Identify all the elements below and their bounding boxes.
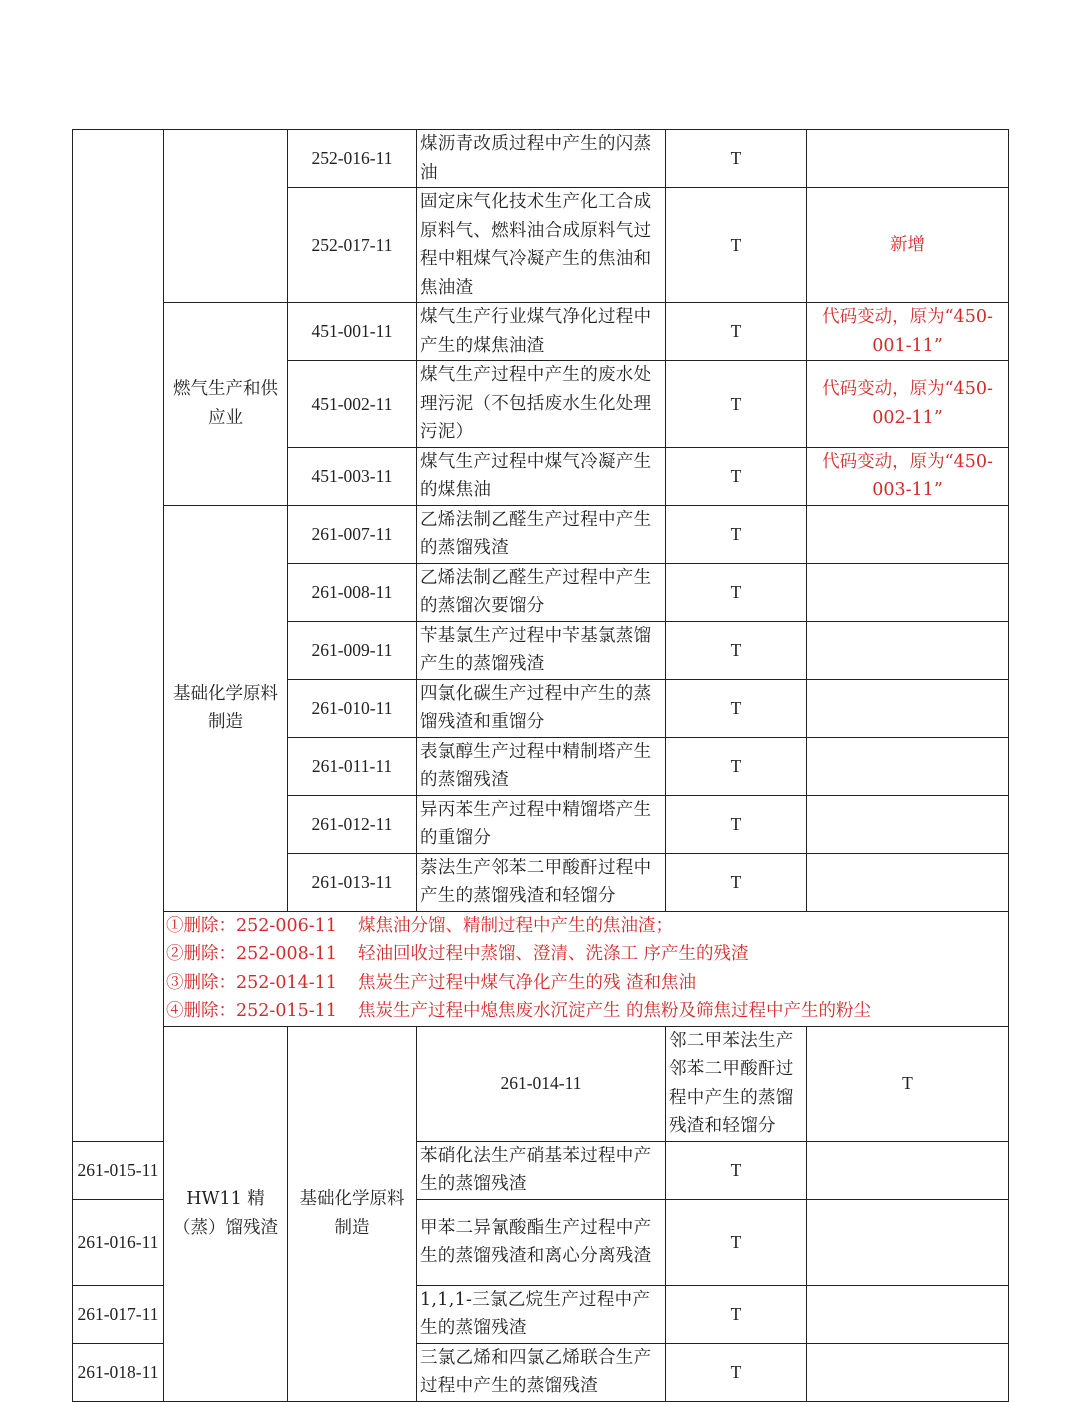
category-cell: [73, 130, 164, 1142]
industry-cell: [164, 130, 288, 303]
waste-code: 261-016-11: [73, 1199, 164, 1285]
waste-code: 451-001-11: [288, 303, 417, 361]
hazard-characteristic: T: [666, 1343, 807, 1401]
waste-description: 表氯醇生产过程中精制塔产生的蒸馏残渣: [417, 737, 666, 795]
table-row: [73, 1026, 1009, 1141]
waste-description: 三氯乙烯和四氯乙烯联合生产过程中产生的蒸馏残渣: [417, 1343, 666, 1401]
category-cell: HW11 精（蒸）馏残渣: [164, 1026, 288, 1401]
deletion-note: [164, 997, 1008, 1026]
hazard-characteristic: T: [666, 1199, 807, 1285]
remark: 代码变动，原为“450-001-11”: [807, 303, 1009, 361]
waste-code: 451-002-11: [288, 361, 417, 448]
waste-code: 261-015-11: [73, 1141, 164, 1199]
deletion-label: ③删除：252-014-11: [166, 972, 337, 993]
deletion-text: 焦炭生产过程中煤气净化产生的残 渣和焦油: [358, 972, 697, 993]
remark: [807, 1141, 1009, 1199]
waste-description: 煤气生产过程中产生的废水处理污泥（不包括废水生化处理污泥）: [417, 361, 666, 448]
remark: [807, 563, 1009, 621]
hazard-characteristic: T: [807, 1026, 1009, 1141]
deletion-note: [164, 940, 1008, 969]
deletion-notes-row: [73, 911, 1009, 1026]
waste-description: 四氯化碳生产过程中产生的蒸馏残渣和重馏分: [417, 679, 666, 737]
remark: [807, 679, 1009, 737]
remark: [807, 130, 1009, 188]
waste-description: 邻二甲苯法生产邻苯二甲酸酐过程中产生的蒸馏残渣和轻馏分: [666, 1026, 807, 1141]
waste-description: 乙烯法制乙醛生产过程中产生的蒸馏次要馏分: [417, 563, 666, 621]
waste-code: 261-011-11: [288, 737, 417, 795]
hazard-characteristic: T: [666, 621, 807, 679]
waste-code: 261-009-11: [288, 621, 417, 679]
hazard-characteristic: T: [666, 679, 807, 737]
waste-description: 1,1,1-三氯乙烷生产过程中产生的蒸馏残渣: [417, 1285, 666, 1343]
deletion-label: ②删除：252-008-11: [166, 944, 337, 964]
hazard-characteristic: T: [666, 853, 807, 911]
hazard-characteristic: T: [666, 130, 807, 188]
deletion-notes: [164, 911, 1009, 1026]
remark: [807, 505, 1009, 563]
table-row: [73, 505, 1009, 563]
waste-code: 261-013-11: [288, 853, 417, 911]
waste-description: 苄基氯生产过程中苄基氯蒸馏产生的蒸馏残渣: [417, 621, 666, 679]
waste-code: 451-003-11: [288, 447, 417, 505]
hazard-characteristic: T: [666, 303, 807, 361]
remark: 代码变动，原为“450-002-11”: [807, 361, 1009, 448]
hazard-characteristic: T: [666, 795, 807, 853]
waste-description: 异丙苯生产过程中精馏塔产生的重馏分: [417, 795, 666, 853]
table-row: [73, 130, 1009, 188]
remark: [807, 795, 1009, 853]
hazard-characteristic: T: [666, 1285, 807, 1343]
waste-code: 261-008-11: [288, 563, 417, 621]
remark: [807, 1285, 1009, 1343]
deletion-label: ①删除：252-006-11: [166, 915, 337, 936]
waste-description: 煤沥青改质过程中产生的闪蒸油: [417, 130, 666, 188]
deletion-note: [164, 912, 1008, 941]
hazard-characteristic: T: [666, 361, 807, 448]
hazard-characteristic: T: [666, 737, 807, 795]
waste-code: 261-014-11: [417, 1026, 666, 1141]
hazard-characteristic: T: [666, 505, 807, 563]
waste-code: 261-017-11: [73, 1285, 164, 1343]
deletion-text: 煤焦油分馏、精制过程中产生的焦油渣；: [358, 915, 673, 936]
waste-code: 261-007-11: [288, 505, 417, 563]
industry-cell: 基础化学原料制造: [288, 1026, 417, 1401]
deletion-note: [164, 969, 1008, 998]
waste-description: 固定床气化技术生产化工合成原料气、燃料油合成原料气过程中粗煤气冷凝产生的焦油和焦油渣: [417, 188, 666, 303]
remark: [807, 737, 1009, 795]
remark: [807, 853, 1009, 911]
remark: 新增: [807, 188, 1009, 303]
hazard-characteristic: T: [666, 563, 807, 621]
remark: 代码变动，原为“450-003-11”: [807, 447, 1009, 505]
waste-code: 261-010-11: [288, 679, 417, 737]
hazard-characteristic: T: [666, 188, 807, 303]
waste-description: 煤气生产行业煤气净化过程中产生的煤焦油渣: [417, 303, 666, 361]
waste-description: 乙烯法制乙醛生产过程中产生的蒸馏残渣: [417, 505, 666, 563]
waste-description: 煤气生产过程中煤气冷凝产生的煤焦油: [417, 447, 666, 505]
remark: [807, 1199, 1009, 1285]
waste-code: 252-017-11: [288, 188, 417, 303]
deletion-text: 轻油回收过程中蒸馏、澄清、洗涤工 序产生的残渣: [358, 944, 749, 964]
remark: [807, 1343, 1009, 1401]
waste-list-table: [72, 129, 1009, 1402]
waste-description: 萘法生产邻苯二甲酸酐过程中产生的蒸馏残渣和轻馏分: [417, 853, 666, 911]
table-row: [73, 303, 1009, 361]
remark: [807, 621, 1009, 679]
waste-description: 苯硝化法生产硝基苯过程中产生的蒸馏残渣: [417, 1141, 666, 1199]
waste-code: 252-016-11: [288, 130, 417, 188]
waste-code: 261-018-11: [73, 1343, 164, 1401]
industry-cell: 基础化学原料制造: [164, 505, 288, 911]
waste-code: 261-012-11: [288, 795, 417, 853]
hazard-characteristic: T: [666, 447, 807, 505]
industry-cell: 燃气生产和供应业: [164, 303, 288, 506]
hazard-characteristic: T: [666, 1141, 807, 1199]
deletion-text: 焦炭生产过程中熄焦废水沉淀产生 的焦粉及筛焦过程中产生的粉尘: [358, 1001, 872, 1021]
deletion-label: ④删除：252-015-11: [166, 1001, 337, 1021]
waste-description: 甲苯二异氰酸酯生产过程中产生的蒸馏残渣和离心分离残渣: [417, 1199, 666, 1285]
